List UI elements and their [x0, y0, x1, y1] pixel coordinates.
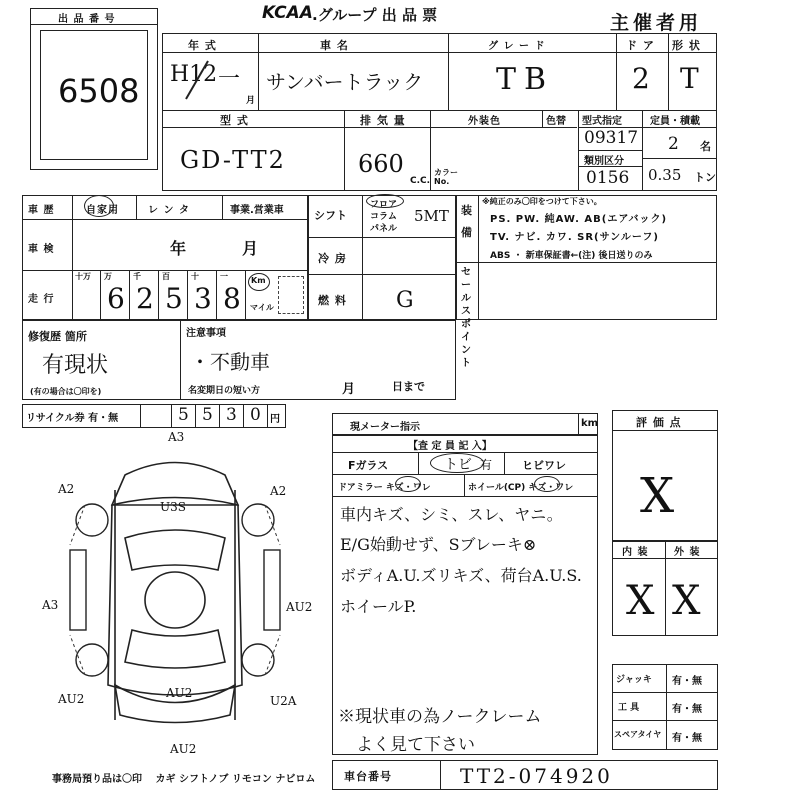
crack-label: ヒビワレ: [522, 459, 566, 472]
seats-value: 2: [668, 134, 679, 154]
organizer-label: 主催者用: [610, 12, 703, 34]
recycle-digit: 3: [226, 405, 237, 425]
mark-front: A3: [168, 430, 185, 444]
recycle-digit: 0: [250, 405, 261, 425]
glass-label: Fガラス: [348, 459, 389, 472]
sales-point-label: セールスポイント: [461, 267, 471, 369]
chassis-value: TT2-074920: [460, 764, 613, 788]
repair-note: (有の場合は〇印を): [30, 387, 102, 396]
name-change-label: 名変期日の短い方: [188, 386, 261, 396]
doors-value: 2: [632, 62, 650, 95]
mark-left: A3: [42, 598, 59, 612]
shape-value: T: [680, 62, 699, 95]
inspector-note-2: E/G始動せず、Sブレーキ⊗: [340, 535, 537, 554]
repair-value: 有現状: [42, 353, 109, 378]
mark-right: AU2: [286, 600, 313, 614]
wheel-label: ホイール(CP) キズ・ワレ: [468, 483, 574, 493]
inspector-footer-1: ※現状車の為ノークレーム: [338, 707, 542, 727]
mileage-digit-label: 一: [220, 272, 228, 281]
mileage-digit-cell: [72, 270, 101, 320]
footer-note: 事務局預り品は〇印 カギ シフトノブ リモコン ナビロム: [52, 774, 316, 785]
grade-label: グ レ ー ド: [488, 41, 546, 52]
history-rental: レ ン タ: [148, 205, 190, 216]
mileage-digit-cell: [159, 270, 188, 320]
equipment-note: ※純正のみ〇印をつけて下さい。: [482, 197, 602, 206]
mark-front-left: A2: [58, 482, 75, 496]
inspector-footer-2: よく見て下さい: [356, 735, 475, 755]
displacement-value: 660: [358, 150, 404, 178]
mark-rear-left: AU2: [58, 692, 85, 706]
color-no-label: カラー No.: [434, 168, 458, 186]
mileage-digit-label: 十万: [75, 272, 91, 281]
history-private: 自家用: [86, 205, 119, 216]
shift-option-floor: フロア: [370, 200, 398, 210]
recycle-digit-cell: [244, 404, 268, 428]
lot-number-label: 出 品 番 号: [58, 14, 116, 25]
chassis-label: 車台番号: [344, 770, 392, 783]
mileage-digit-label: 十: [191, 272, 199, 281]
mileage-unit-mile: マイル: [250, 303, 274, 312]
mark-rear-right: U2A: [270, 694, 297, 708]
inspector-header: 【査 定 員 記 入】: [408, 441, 492, 452]
caution-label: 注意事項: [186, 328, 226, 339]
meter-label: 現メーター指示: [350, 422, 420, 433]
history-business: 事業.営業車: [230, 205, 284, 216]
glass-chip: トビ: [444, 457, 472, 473]
load-value: 0.35: [648, 166, 682, 184]
mark-rear: AU2: [166, 686, 193, 700]
recycle-digit: 5: [178, 405, 189, 425]
lot-number: 6508: [58, 72, 140, 110]
inspector-note-1: 車内キズ、シミ、スレ、ヤニ。: [340, 505, 563, 524]
mark-front-right: A2: [270, 484, 287, 498]
shape-label: 形 状: [672, 39, 701, 52]
shift-label: シフト: [314, 209, 347, 222]
model-label: 型 式: [220, 114, 249, 127]
mileage-digit-cell: [101, 270, 130, 320]
mileage-digit: 6: [107, 282, 125, 315]
mileage-digit-label: 万: [104, 272, 112, 281]
mileage-digit-cell: [217, 270, 246, 320]
exterior-label: 外 装: [674, 547, 701, 558]
grade-value: TB: [496, 62, 555, 97]
doors-label: ド ア: [626, 39, 655, 52]
year-label: 年 式: [188, 39, 217, 52]
repair-label: 修復歴 箇所: [28, 330, 87, 343]
mileage-digit-cell: [188, 270, 217, 320]
interior-label: 内 装: [622, 547, 649, 558]
displacement-label: 排 気 量: [360, 114, 406, 127]
type-designation-value: 09317: [584, 128, 639, 148]
model-value: GD-TT2: [180, 146, 286, 174]
mileage-digit: 2: [136, 282, 154, 315]
tools-label: 工 具: [618, 703, 640, 713]
capacity-label: 定員・積載: [650, 116, 700, 127]
year-value: H12: [170, 62, 218, 87]
form-title: .グループ 出 品 票: [312, 6, 438, 24]
car-name-label: 車 名: [320, 39, 349, 52]
equipment-line3: ABS ・ 新車保証書←(注) 後日送りのみ: [490, 251, 653, 261]
shift-option-column: コラム: [370, 212, 397, 222]
aircon-label: 冷 房: [318, 252, 347, 265]
history-label: 車 歴: [28, 205, 55, 216]
inspector-note-3: ボディA.U.ズリキズ、荷台A.U.S.: [340, 566, 582, 585]
exterior-value: X: [672, 578, 701, 624]
caution-value: ・不動車: [190, 350, 270, 374]
category-label: 類別区分: [584, 156, 624, 167]
mileage-digit-label: 千: [133, 272, 141, 281]
recycle-digit-cell: [148, 404, 172, 428]
recycle-digit-cell: [196, 404, 220, 428]
mark-bottom: AU2: [170, 742, 197, 756]
car-name-value: サンバートラック: [266, 70, 424, 94]
shift-value: 5MT: [414, 207, 449, 225]
mirror-label: ドアミラー キズ・ワレ: [338, 483, 431, 493]
car-damage-diagram: [30, 430, 320, 760]
equipment-label: 装 備: [461, 204, 472, 239]
mileage-digit: 5: [165, 282, 183, 315]
recycle-digit-cell: [172, 404, 196, 428]
type-designation-label: 型式指定: [582, 116, 622, 127]
jack-label: ジャッキ: [616, 675, 652, 685]
recycle-label: リサイクル券 有・無: [26, 413, 119, 424]
history-private-circle: [84, 195, 114, 217]
equipment-line2: TV. ナビ. カワ. SR(サンルーフ): [490, 232, 659, 243]
brand-logo: KCAA: [262, 3, 313, 23]
recycle-digit-cell: [220, 404, 244, 428]
mileage-unit-km: Km: [251, 276, 266, 285]
mileage-digit: 3: [194, 282, 212, 315]
chip-circle: [430, 453, 484, 473]
floor-circle: [366, 194, 404, 208]
recycle-digit: 5: [202, 405, 213, 425]
category-value: 0156: [586, 168, 630, 188]
mileage-label: 走 行: [28, 294, 55, 305]
fuel-value: G: [396, 288, 414, 313]
mileage-digit: 8: [223, 282, 241, 315]
mileage-digit-cell: [130, 270, 159, 320]
month-value: 一: [218, 67, 241, 92]
inspection-label: 車 検: [28, 244, 55, 255]
rating-value: X: [640, 468, 675, 524]
exterior-color-label: 外装色: [468, 116, 501, 127]
mark-hood: U3S: [160, 500, 186, 514]
fuel-label: 燃 料: [318, 294, 347, 307]
interior-value: X: [626, 578, 655, 624]
spare-label: スペアタイヤ: [614, 730, 662, 739]
inspector-note-4: ホイールP.: [340, 597, 417, 616]
rating-label: 評 価 点: [636, 416, 682, 429]
equipment-line1: PS. PW. 純AW. AB(エアバック): [490, 214, 668, 225]
mileage-digit-label: 百: [162, 272, 170, 281]
color-change-label: 色替: [546, 116, 566, 127]
shift-option-panel: パネル: [370, 224, 398, 234]
